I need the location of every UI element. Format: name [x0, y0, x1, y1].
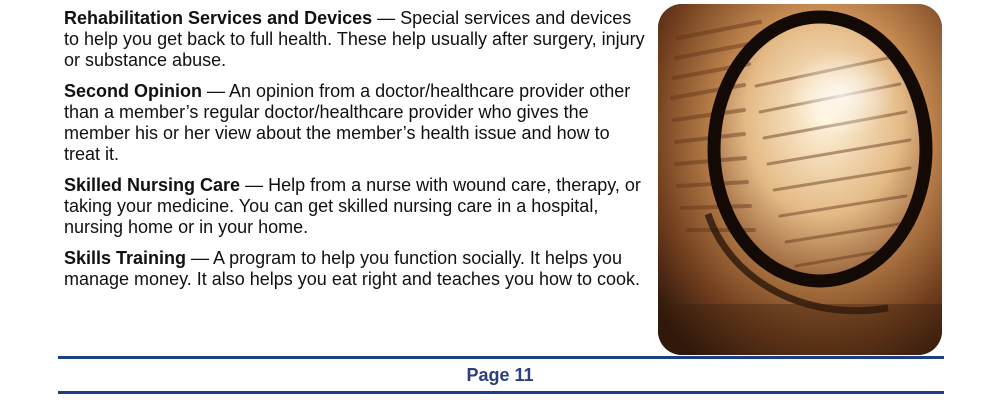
definition-text: — Special services and devices to help you get back to full health. These help usually after surgery, injury or substance abuse. [64, 8, 645, 70]
footer-top-divider [58, 356, 944, 359]
definitions-list [64, 8, 649, 300]
photo-bottom-shadow [658, 304, 942, 355]
footer-bottom-divider [58, 391, 944, 394]
magnifying-glass-dictionary-photo [658, 4, 942, 355]
magnifying-glass-illustration [658, 4, 942, 355]
definition-text: — Help from a nurse with wound care, therapy, or taking your medicine. You can get skilled nursing care in a hospital, nursing home or in your home. [64, 175, 641, 237]
definition-rehabilitation [64, 8, 649, 71]
definition-second-opinion [64, 81, 649, 165]
definition-skills-training [64, 248, 649, 290]
definition-text: — A program to help you function socially. It helps you manage money. It also helps you eat right and teaches you how to cook. [64, 248, 641, 289]
page-number: Page 11 [466, 365, 534, 385]
lens-glare [788, 50, 896, 138]
definition-skilled-nursing-care [64, 175, 649, 238]
definition-term: Skilled Nursing Care [64, 175, 241, 195]
definition-text: — An opinion from a doctor/healthcare provider other than a member’s regular doctor/healthcare provider who gives the member his or her view about the member’s health issue and how to treat it. [64, 81, 631, 164]
definition-term: Rehabilitation Services and Devices [64, 8, 373, 28]
definition-term: Second Opinion [64, 81, 202, 101]
definition-term: Skills Training [64, 248, 187, 268]
